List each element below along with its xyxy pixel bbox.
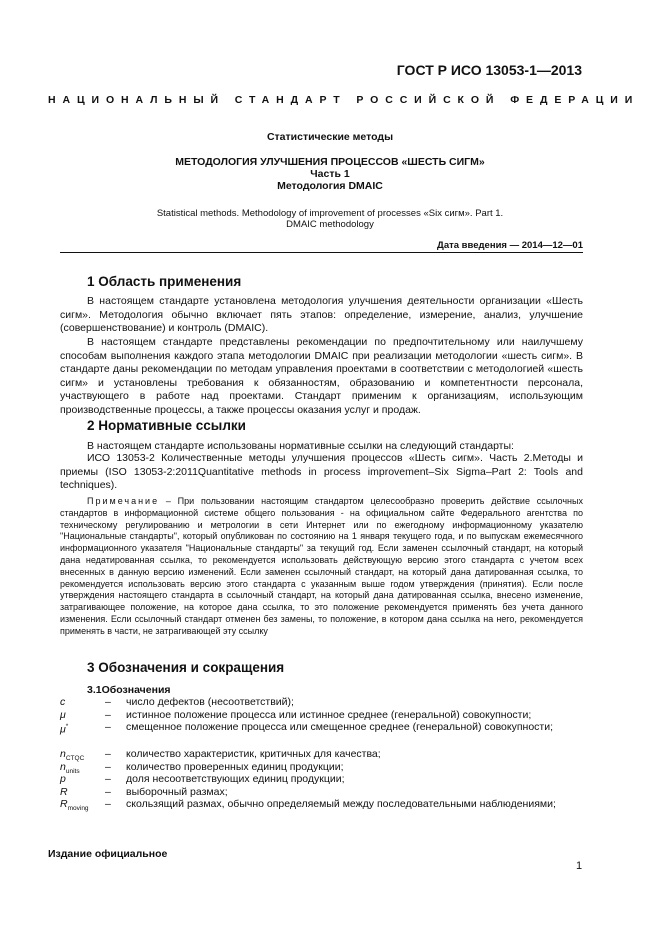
symbol-row [60,696,583,709]
symbol-dash: – [105,798,111,810]
section1-paragraph2: В настоящем стандарте представлены рекомендации по предпочтительному или наилучшему способам выполнения каждого этапа методологии DMAIC при реализации методологии «шесть сигм». В стандарте даны рекомендации по методам управления проектами в соответствии с методологией «шесть сигм» и установлены требования к обязанностям, образованию и компетентности персонала, участвующего в работе над проектами. Стандарт применим к организациям, использующим производственные процессы, а также процессы оказания услуг и продаж. [60,336,583,416]
official-edition: Издание официальное [48,848,168,860]
section1-paragraph1: В настоящем стандарте установлена методология улучшения деятельности организации «Шесть сигм». Методология обычно включает пять этапов: определение, измерение, анализ, улучшение (совершенствование) и контроль (DMAIC). [60,295,583,334]
symbol-row [60,761,583,774]
symbol-dash: – [105,786,111,798]
symbol [60,786,105,799]
symbol-definition: смещенное положение процесса или смещенное среднее (генеральной) совокупности; [126,721,554,733]
page-number: 1 [576,860,583,872]
section2-heading: 2 Нормативные ссылки [87,418,246,433]
symbol-main: c [60,696,66,708]
symbol-main: n [60,761,66,773]
symbol-main: μ [60,709,66,721]
symbol [60,798,105,816]
english-title-line1: Statistical methods. Methodology of improvement of processes «Six сигм». Part 1. [156,208,504,219]
symbol-dash: – [105,696,111,708]
symbol-dash: – [105,709,111,721]
symbol-definition: доля несоответствующих единиц продукции; [126,773,345,785]
english-title-line2: DMAIC methodology [286,219,374,230]
symbol-definition: истинное положение процесса или истинное среднее (генеральной) совокупности; [126,709,532,721]
title-dmaic: Методология DMAIC [277,180,383,192]
symbol [60,696,105,709]
national-standard-banner: НАЦИОНАЛЬНЫЙ СТАНДАРТ РОССИЙСКОЙ ФЕДЕРАЦИИ [48,94,640,106]
note-label: Примечание [87,496,160,506]
document-title [60,156,600,192]
section2-note [60,496,583,638]
symbol-definition: скользящий размах, обычно определяемый между последовательными наблюдениями; [126,798,556,810]
symbol-definition: выборочный размах; [126,786,228,798]
symbol [60,709,105,722]
symbol [60,721,105,736]
introduction-date: Дата введения — 2014—12—01 [60,240,583,253]
document-code: ГОСТ Р ИСО 13053-1—2013 [396,62,582,78]
symbol-subscript: CTQC [65,755,85,763]
section3-subheading: 3.1Обозначения [87,684,171,696]
symbol-row [60,786,583,799]
symbol-main: μ [60,723,66,736]
symbol-definition: количество характеристик, критичных для качества; [126,748,381,760]
symbol-row [60,798,583,811]
symbol-dash: – [105,773,111,785]
note-text: – При пользовании настоящим стандартом целесообразно проверить действие ссылочных стандартов в информационной системе общего пользования - на официальном сайте Федерального агентства по техническому регулированию и метрологии в сети Интернет или по ежегодному информационному указателю "Национальные стандарты", который опубликован по состоянию на 1 января текущего года, и по выпускам ежемесячного информационного указателя "Национальные стандарты" за текущий год. Если заменен ссылочный стандарт, на который дана недатированная ссылка, то рекомендуется использовать действующую версию этого стандарта с учетом всех внесенных в данную версию изменений. Если заменен ссылочный стандарт, на который дана датированная ссылка, то рекомендуется использовать версию этого стандарта с указанным выше годом утверждения (принятия). Если после утверждения настоящего стандарта в ссылочный стандарт, на который дана датированная ссылка, внесено изменение, затрагивающее положение, на которое дана ссылка, то это положение рекомендуется применять без учета данного изменения. Если ссылочный стандарт отменен без замены, то положение, в котором дана ссылка на него, рекомендуется применять в части, не затрагивающей эту ссылку [60,496,583,636]
symbol-main: R [60,798,68,810]
symbol-definition: количество проверенных единиц продукции; [126,761,344,773]
symbol-main: n [60,748,66,760]
symbol-superscript: * [65,723,69,730]
symbol-main: p [60,773,66,785]
english-title [60,208,600,230]
symbol-main: R [60,786,68,798]
symbol-row [60,721,583,734]
title-statistical-methods: Статистические методы [266,131,394,143]
symbol-dash: – [105,748,111,760]
title-part: Часть 1 [310,168,350,180]
symbol-row [60,748,583,761]
symbol-subscript: units [65,768,80,776]
symbol [60,773,105,786]
section2-paragraph2: ИСО 13053-2 Количественные методы улучшения процессов «Шесть сигм». Часть 2.Методы и приемы (ISO 13053-2:2011Quantitative methods in process improvement–Six Sigma–Part 2: Tools and techniques). [60,452,583,491]
symbol-row [60,773,583,786]
section3-heading: 3 Обозначения и сокращения [87,660,285,675]
section2-paragraph1: В настоящем стандарте использованы нормативные ссылки на следующий стандарты: [87,440,514,452]
section1-heading: 1 Область применения [87,274,242,289]
title-methodology: МЕТОДОЛОГИЯ УЛУЧШЕНИЯ ПРОЦЕССОВ «ШЕСТЬ СИГМ» [175,156,485,168]
symbol-row [60,709,583,722]
symbol-definition: число дефектов (несоответствий); [126,696,294,708]
symbol-subscript: moving [67,805,89,813]
symbol-dash: – [105,761,111,773]
symbol-dash: – [105,721,111,733]
